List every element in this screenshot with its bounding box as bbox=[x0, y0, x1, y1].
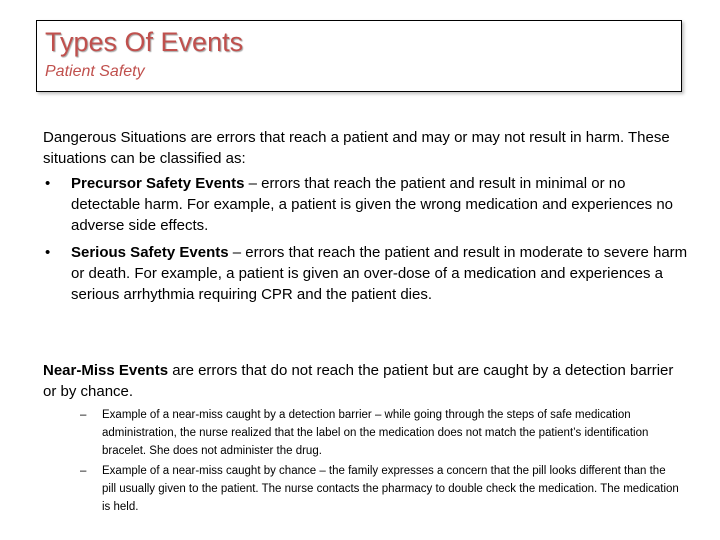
near-miss-paragraph bbox=[43, 360, 683, 402]
example-text: Example of a near-miss caught by a detection barrier – while going through the steps of safe medication administration, the nurse realized that the label on the medication does not match the patient’s identification bracelet. She does not administer the drug. bbox=[102, 409, 649, 457]
bullet-text: – errors that reach the patient and result in minimal or no detectable harm. For example, a patient is given the wrong medication and experiences no adverse side effects. bbox=[71, 175, 674, 234]
bullet-term: Serious Safety Events bbox=[71, 244, 229, 261]
slide-subtitle: Patient Safety bbox=[45, 63, 145, 80]
near-miss-examples bbox=[80, 406, 680, 518]
slide-title: Types Of Events bbox=[45, 27, 244, 57]
near-miss-text: are errors that do not reach the patient but are caught by a detection barrier or by chance. bbox=[43, 362, 674, 400]
near-miss-section bbox=[43, 360, 683, 402]
list-item bbox=[80, 406, 680, 460]
list-item bbox=[80, 462, 680, 516]
list-item bbox=[43, 242, 688, 305]
dash-icon: – bbox=[80, 465, 87, 477]
title-box bbox=[36, 20, 682, 92]
list-item bbox=[43, 173, 688, 236]
bullet-term: Precursor Safety Events bbox=[71, 175, 245, 192]
bullet-icon: • bbox=[45, 244, 51, 261]
dangerous-list bbox=[43, 173, 688, 305]
bullet-text: – errors that reach the patient and result in moderate to severe harm or death. For example, a patient is given an over-dose of a medication and experiences a serious arrhythmia requiring CPR and the patient dies. bbox=[71, 244, 688, 303]
near-miss-term: Near-Miss Events bbox=[43, 362, 169, 379]
dangerous-intro: Dangerous Situations are errors that reach a patient and may or may not result in harm. These situations can be classified as: bbox=[43, 129, 670, 167]
bullet-icon: • bbox=[45, 175, 51, 192]
dangerous-situations-section bbox=[43, 127, 688, 311]
example-text: Example of a near-miss caught by chance – the family expresses a concern that the pill looks different than the pill usually given to the patient. The nurse contacts the pharmacy to double check the medication. The medication is held. bbox=[102, 465, 679, 513]
dash-icon: – bbox=[80, 409, 87, 421]
